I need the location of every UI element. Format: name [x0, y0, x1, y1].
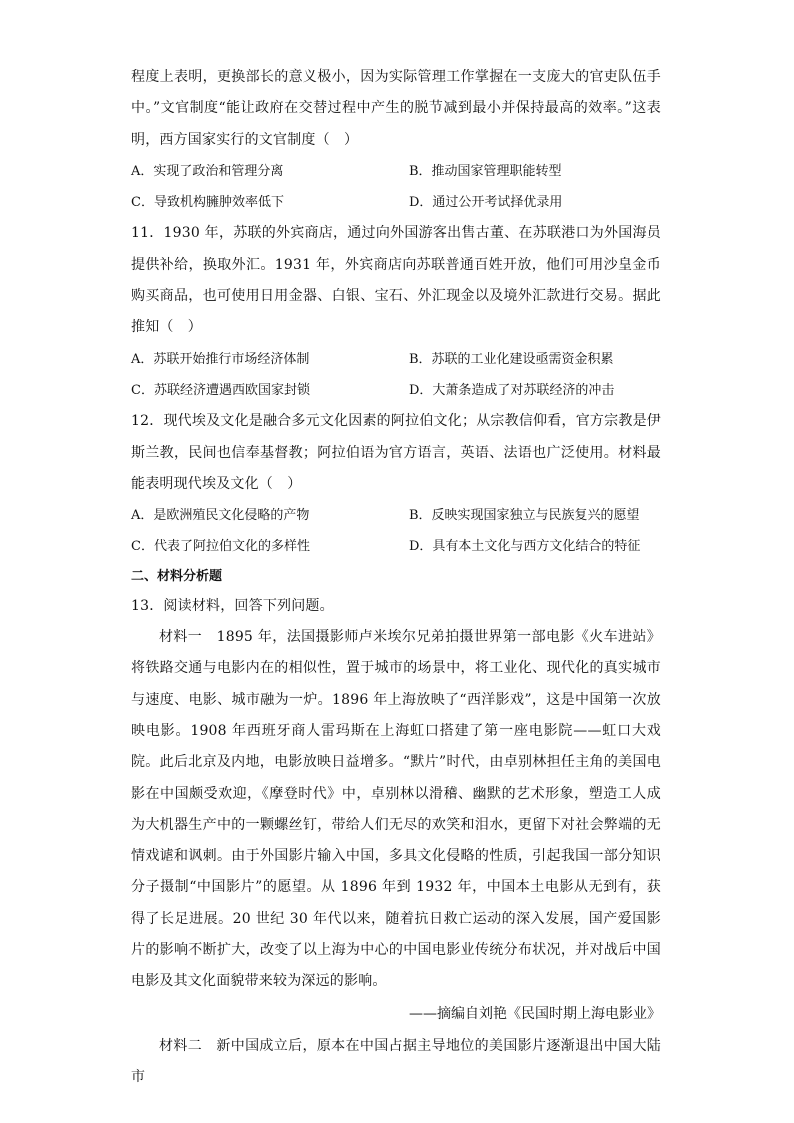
question-13-material-1-source: ——摘编自刘艳《民国时期上海电影业》 — [409, 1005, 661, 1022]
question-11-option-d[interactable]: D．大萧条造成了对苏联经济的冲击 — [409, 382, 615, 398]
question-12-options-row-2 — [131, 531, 661, 562]
question-11-option-b[interactable]: B．苏联的工业化建设亟需资金积累 — [409, 351, 614, 367]
question-11-options-row-1 — [131, 344, 661, 375]
question-11-option-c[interactable]: C．苏联经济遭遇西欧国家封锁 — [131, 382, 310, 398]
question-11-options-row-2 — [131, 375, 661, 406]
exam-page — [131, 62, 661, 1093]
question-10-option-c[interactable]: C．导致机构臃肿效率低下 — [131, 195, 284, 211]
question-13-stem: 13．阅读材料，回答下列问题。 — [131, 597, 334, 614]
question-10-stem: 程度上表明，更换部长的意义极小，因为实际管理工作掌握在一支庞大的官吏队伍手中。”文官制度“能让政府在交替过程中产生的脱节减到最小并保持最高的效率。”这表明，西方国家实行的文官制度（ ） — [131, 69, 661, 148]
question-13-material-1: 材料一 1895 年，法国摄影师卢米埃尔兄弟拍摄世界第一部电影《火车进站》将铁路交通与电影内在的相似性，置于城市的场景中，将工业化、现代化的真实城市与速度、电影、城市融为一炉。1896 年上海放映了“西洋影戏”，这是中国第一次放映电影。1908 年西班牙商人雷玛斯在上海虹口搭建了第一座电影院——虹口大戏院。此后北京及内地，电影放映日益增多。“默片”时代，由卓别林担任主角的美国电影在中国颇受欢迎，《摩登时代》中，卓别林以滑稽、幽默的艺术形象，塑造工人成为大机器生产中的一颗螺丝钉，带给人们无尽的欢笑和泪水，更留下对社会弊端的无情戏谑和讽刺。由于外国影片输入中国，多具文化侵略的性质，引起我国一部分知识分子摄制“中国影片”的愿望。从 1896 年到 1932 年，中国本土电影从无到有，获得了长足进展。20 世纪 30 年代以来，随着抗日救亡运动的深入发展，国产爱国影片的影响不断扩大，改变了以上海为中心的中国电影业传统分布状况，并对战后中国电影及其文化面貌带来较为深远的影响。 — [131, 629, 661, 990]
question-10-option-b[interactable]: B．推动国家管理职能转型 — [409, 163, 562, 179]
question-10-options-row-1 — [131, 156, 661, 187]
question-11-option-a[interactable]: A．苏联开始推行市场经济体制 — [131, 351, 310, 367]
question-13-material-2: 材料二 新中国成立后，原本在中国占据主导地位的美国影片逐渐退出中国大陆市 — [131, 1037, 661, 1085]
question-12-option-b[interactable]: B．反映实现国家独立与民族复兴的愿望 — [409, 508, 640, 524]
question-11-stem: 11．1930 年，苏联的外宾商店，通过向外国游客出售古董、在苏联港口为外国海员提供补给，换取外汇。1931 年，外宾商店向苏联普通百姓开放，他们可用沙皇金币购买商品，也可使用日用金器、白银、宝石、外汇现金以及境外汇款进行交易。据此推知（ ） — [131, 225, 661, 336]
question-12-stem: 12．现代埃及文化是融合多元文化因素的阿拉伯文化；从宗教信仰看，官方宗教是伊斯兰教，民间也信奉基督教；阿拉伯语为官方语言，英语、法语也广泛使用。材料最能表明现代埃及文化（ ） — [131, 413, 661, 492]
question-12-options-row-1 — [131, 500, 661, 531]
question-12-option-c[interactable]: C．代表了阿拉伯文化的多样性 — [131, 539, 310, 555]
question-12-option-a[interactable]: A．是欧洲殖民文化侵略的产物 — [131, 508, 310, 524]
question-10-options-row-2 — [131, 187, 661, 218]
question-10-option-a[interactable]: A．实现了政治和管理分离 — [131, 163, 284, 179]
section-heading-material-analysis: 二、材料分析题 — [131, 568, 223, 584]
question-10-option-d[interactable]: D．通过公开考试择优录用 — [409, 195, 563, 211]
question-12-option-d[interactable]: D．具有本土文化与西方文化结合的特征 — [409, 539, 641, 555]
